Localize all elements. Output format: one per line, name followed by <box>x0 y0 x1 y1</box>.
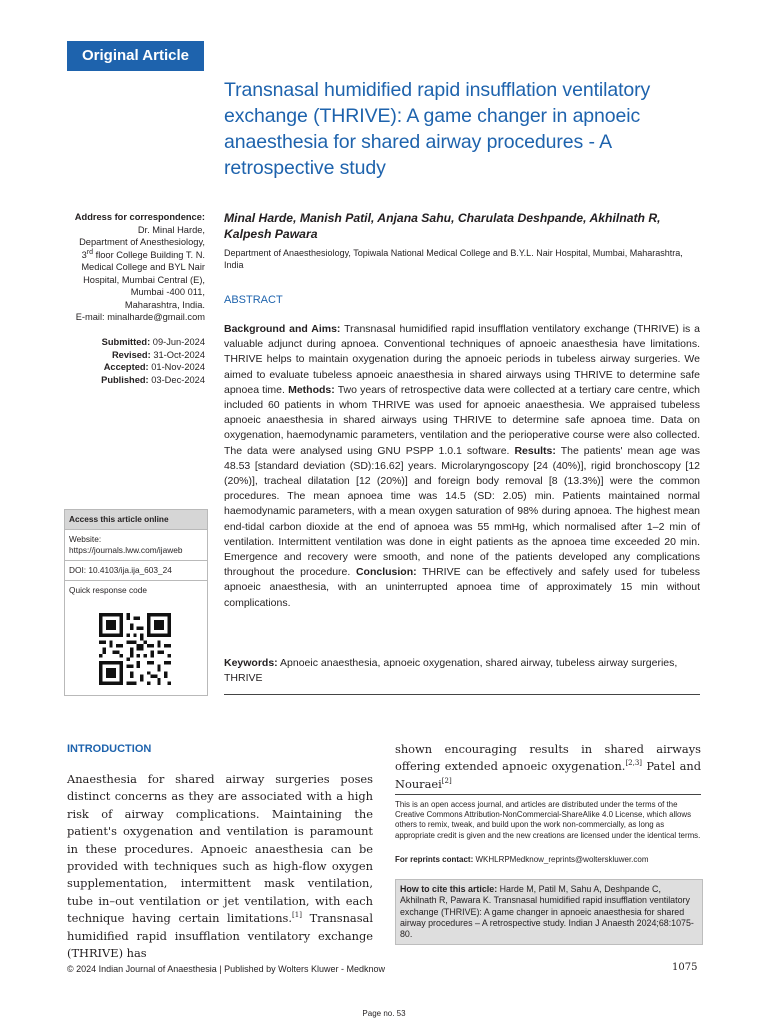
article-title: Transnasal humidified rapid insufflation ventilatory exchange (THRIVE): A game changer in apnoeic anaesthesia for shared airway procedures - A retrospective study <box>224 79 651 179</box>
access-heading: Access this article online <box>65 510 207 530</box>
author-affiliation: Department of Anaesthesiology, Topiwala National Medical College and B.Y.L. Nair Hospital, Mumbai, Maharashtra, India <box>224 248 683 271</box>
footnote-divider <box>395 794 701 795</box>
introduction-paragraph: Anaesthesia for shared airway surgeries poses distinct concerns as they are associated with a high risk of airway complications. Maintaining the patient's oxygenation and ventilation is paramount in these procedures. Apnoeic anaesthesia can be provided with techniques such as high-flow oxygen supplementation, intermittent mask ventilation, tube in–out ventilation or jet ventilation, with each technique having certain limitations.[1] Transnasal humidified rapid insufflation ventilatory exchange (THRIVE) has <box>67 772 373 961</box>
qr-label: Quick response code <box>69 585 147 595</box>
article-type-badge: Original Article <box>67 41 204 71</box>
abstract-heading: ABSTRACT <box>224 294 283 306</box>
introduction-heading: INTRODUCTION <box>67 743 152 755</box>
correspondence-line: Mumbai -400 011, <box>130 287 205 297</box>
correspondence-line: 3rd floor College Building T. N. <box>81 248 205 260</box>
correspondence-line: Hospital, Mumbai Central (E), <box>83 274 205 285</box>
revised-date: Revised: 31-Oct-2024 <box>111 349 205 360</box>
access-online-box <box>64 509 208 696</box>
accepted-date: Accepted: 01-Nov-2024 <box>103 362 205 372</box>
correspondence-line: Department of Anesthesiology, <box>79 237 205 247</box>
abstract-divider <box>224 694 700 695</box>
author-list: Minal Harde, Manish Patil, Anjana Sahu, Charulata Deshpande, Akhilnath R, Kalpesh Pawara <box>224 211 661 241</box>
published-date: Published: 03-Dec-2024 <box>101 374 205 385</box>
article-dates <box>64 336 205 386</box>
journal-footer: © 2024 Indian Journal of Anaesthesia | Published by Wolters Kluwer - Medknow <box>67 964 385 974</box>
correspondence-line: Medical College and BYL Nair <box>81 262 205 272</box>
reprints-contact: For reprints contact: WKHLRPMedknow_reprints@wolterskluwer.com <box>395 855 649 864</box>
correspondence-email[interactable]: E-mail: minalharde@gmail.com <box>75 312 205 322</box>
keywords: Keywords: Apnoeic anaesthesia, apnoeic oxygenation, shared airway, tubeless airway surgeries, THRIVE <box>224 657 678 685</box>
qr-code-icon[interactable] <box>99 613 171 685</box>
license-note: This is an open access journal, and articles are distributed under the terms of the Creative Commons Attribution-NonCommercial-ShareAlike 4.0 License, which allows others to remix, tweak, and build upon the work non-commercially, as long as appropriate credit is given and the new creations are licensed under the identical terms. <box>395 800 701 840</box>
correspondence-address <box>64 211 205 324</box>
correspondence-heading: Address for correspondence: <box>74 212 205 222</box>
introduction-continued: shown encouraging results in shared airways offering extended apnoeic oxygenation.[2,3] Patel and Nouraei[2] <box>395 742 701 791</box>
citation-ref[interactable]: [1] <box>292 911 302 920</box>
citation-ref[interactable]: [2] <box>441 777 452 786</box>
abstract-text: Background and Aims: Transnasal humidified rapid insufflation ventilatory exchange (THRIVE) is a valuable adjunct during apnoea. Conventional techniques of apnoeic anaesthesia have limitations. THRIVE helps to maintain oxygenation during the apnoeic periods in tubeless airway surgeries. We aimed to evaluate tubeless apnoeic anaesthesia in shared airways using THRIVE to determine safe apnoea time. Methods: Two years of retrospective data were collected at a tertiary care centre, which included 60 patients in whom THRIVE was used for apnoeic anaesthesia. We appraised tubeless apnoeic anaesthesia in shared airways using THRIVE to determine safe apnoea time. Data on oxygenation, haemodynamic parameters, ventilation and the perioperative course were also collected. The data were analysed using GNU PSPP 1.0.1 software. Results: The patients' mean age was 48.53 [standard deviation (SD):16.62] years. Microlaryngoscopy [24 (40%)], rigid bronchoscopy [12 (20%)], tracheal dilatation [12 (20%)] and foreign body removal [8 (13.3%)] were the common procedures. The mean apnoea time was 14.5 (SD: 2.05) min. Patients maintained normal haemodynamic parameters, with a mean oxygen saturation of 98% during apnoea. The highest mean end-tidal carbon dioxide at the end of apnoea was 55 mmHg, which normalised after 1–2 min of ventilation. Intermittent ventilation was done in eight patients as the apnoea time exceeded 20 min. Emergence and recovery were smooth, and none of the patients developed any complications throughout the procedure. Conclusion: THRIVE can be effectively and safely used for tubeless apnoeic anaesthesia, with an uninterrupted apnoea time of approximately 15 min without complications. <box>224 323 700 609</box>
correspondence-line: Maharashtra, India. <box>124 299 205 310</box>
page-number: 1075 <box>672 962 698 973</box>
website-link[interactable]: Website: https://journals.lww.com/ijaweb <box>65 530 207 561</box>
submitted-date: Submitted: 09-Jun-2024 <box>101 337 205 347</box>
pdf-page-number: Page no. 53 <box>362 1009 406 1018</box>
citation-box: How to cite this article: Harde M, Patil M, Sahu A, Deshpande C, Akhilnath R, Pawara K. Transnasal humidified rapid insufflation ventilatory exchange (THRIVE): A game changer in apnoeic anaesthesia for shared airway procedures – A retrospective study. Indian J Anaesth 2024;68:1075-80. <box>395 879 703 945</box>
citation-ref[interactable]: [2,3] <box>625 759 643 768</box>
correspondence-line: Dr. Minal Harde, <box>137 224 205 235</box>
doi-link[interactable]: DOI: 10.4103/ija.ija_603_24 <box>65 561 207 581</box>
